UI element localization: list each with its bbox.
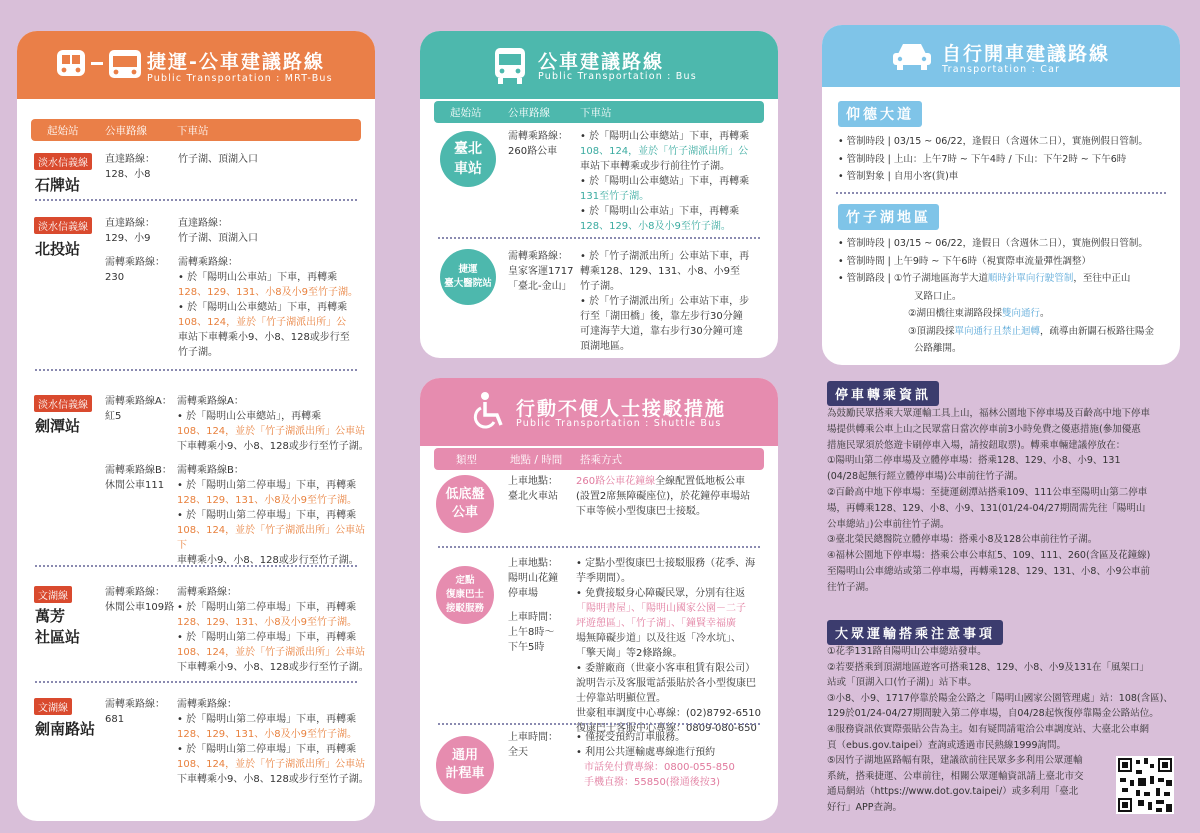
col-route: 公車路線 — [105, 124, 147, 137]
col-stop: 下車站 — [177, 124, 209, 137]
transfer-info-b: 需轉乘路線B： • 於「陽明山第二停車場」下車，再轉乘 128、129、131、小8及小9至竹子湖。 • 於「陽明山第二停車場」下車，再轉乘 108、124，並於「竹子湖派出所」公車站下 車轉乘小9、小8、128或步行至竹子湖。 — [177, 465, 366, 566]
divider — [35, 199, 357, 201]
divider — [438, 237, 760, 239]
col-route: 公車路線 — [508, 106, 550, 119]
transfer-info: 需轉乘路線： • 於「陽明山第二停車場」下車，再轉乘 128、129、131、小8及小9至竹子湖。 • 於「陽明山第二停車場」下車，再轉乘 108、124，並於「竹子湖派出所」公車站 下車轉乘小9、小8、128或步行至竹子湖。 — [177, 587, 369, 673]
notice-text: ①花季131路自陽明山公車總站發車。 ②若要搭乘到頂湖地區遊客可搭乘128、129、小8、小9及131在「風架口」 站或「頂湖入口(竹子湖)」站下車。 ③小8、小9、1717停靠於陽金公路之「陽明山國家公園管理處」站：108(含區)、 129於01/24-04/27期間駛入第二停車場，自04/28起恢復停靠陽金公路站位。 ④服務資訊依實際張貼公告為主。如有疑問請電洽公車調度站、大臺北公車網 頁（ebus.gov.taipei）查詢或透過市民熱線1999詢問。 ⑤因竹子湖地區路幅有限，建議欲前往民眾多多利用公眾運輸 系統，搭乘捷運、公車前往，相關公眾運輸資訊請上臺北市交 通局網站（https://www.dot.gov.taipei/）或多利用「臺北 好行」APP查詢。 — [827, 646, 1173, 813]
mrt-bus-icon — [55, 48, 155, 82]
shuttle-panel — [420, 378, 778, 821]
car-panel — [822, 25, 1180, 365]
route-info: 需轉乘路線： 260路公車 — [508, 131, 568, 157]
column-header — [31, 119, 361, 141]
divider — [836, 192, 1166, 194]
station-name: 北投站 — [35, 240, 81, 258]
col-type: 類型 — [456, 453, 477, 466]
type-circle: 低底盤 公車 — [436, 475, 494, 533]
station-name: 劍南路站 — [35, 720, 96, 738]
wheelchair-icon — [472, 391, 508, 431]
station-name: 石牌站 — [35, 176, 81, 194]
section-label: 仰德大道 — [838, 101, 922, 127]
col-stop: 下車站 — [580, 106, 612, 119]
loc-info: 上車地點： 臺北火車站 — [508, 476, 558, 502]
station-name: 劍潭站 — [35, 417, 81, 435]
transfer-info: • 於「陽明山公車總站」下車，再轉乘 108、124，並於「竹子湖派出所」公 車站下車轉乘或步行前往竹子湖。 • 於「陽明山公車總站」下車，再轉乘 131至竹子湖。 • 於「陽明山公車站」下車，再轉乘 128、129、小8及小9至竹子湖。 — [580, 131, 750, 232]
parking-title: 停車轉乘資訊 — [827, 381, 939, 406]
route-info: 需轉乘路線： 皇家客運1717 「臺北-金山」 — [508, 251, 574, 292]
col-start: 起始站 — [47, 124, 79, 137]
col-loc: 地點 / 時間 — [510, 453, 563, 466]
col-start: 起始站 — [450, 106, 482, 119]
route-info: 需轉乘路線A： 紅5 — [105, 396, 172, 422]
shuttle-header — [420, 378, 778, 446]
panel-title: 公車建議路線 — [538, 51, 665, 73]
divider — [35, 369, 357, 371]
line-tag: 淡水信義線 — [34, 395, 92, 412]
type-circle: 定點 復康巴士 接駁服務 — [436, 566, 494, 624]
method-info: 260路公車花鐘線全線配置低地板公車 (設置2席無障礙座位)，於花鐘停車場站 下車等候小型復康巴士接駁。 — [576, 476, 751, 517]
panel-subtitle: Transportation : Car — [942, 64, 1061, 75]
panel-subtitle: Public Transportation : Bus — [538, 71, 697, 82]
stop-info: 竹子湖、頂湖入口 — [178, 154, 258, 165]
transfer-info: • 於「竹子湖派出所」公車站下車，再 轉乘128、129、131、小8、小9至 竹子湖。 • 於「竹子湖派出所」公車站下車，步 行至「湖田橋」後，靠左步行30分鐘 可達海芋大道，靠右步行30分鐘可達 頂湖地區。 — [580, 251, 750, 352]
route-info-2: 需轉乘路線： 230 — [105, 257, 165, 283]
origin-circle: 臺北 車站 — [440, 131, 496, 187]
notice-title: 大眾運輸搭乘注意事項 — [827, 620, 1003, 645]
divider — [438, 546, 760, 548]
method-info: • 僅接受預約訂車服務。 • 利用公共運輸處專線進行預約 市話免付費專線：0800-055-850 手機直撥：55850(撥通後按3) — [576, 732, 735, 788]
section-items: • 管制時段 | 03/15 ~ 06/22，逢假日（含週休二日），實施例假日管制。 • 管制時段 | 上山：上午7時 ~ 下午4時 / 下山：下午2時 ~ 下午6時 • 管制對象 | 自用小客(貨)車 — [838, 136, 1148, 182]
mrt-bus-panel — [17, 31, 375, 821]
origin-circle: 捷運 臺大醫院站 — [440, 249, 496, 305]
panel-title: 行動不便人士接駁措施 — [516, 398, 727, 420]
car-icon — [890, 40, 934, 72]
bus-icon — [492, 46, 528, 86]
panel-title: 捷運-公車建議路線 — [147, 51, 325, 73]
transfer-info: 需轉乘路線A： • 於「陽明山公車總站」，再轉乘 108、124，並於「竹子湖派出所」公車站 下車轉乘小9、小8、128或步行至竹子湖。 — [177, 396, 369, 452]
route-info: 直達路線： 128、小8 — [105, 154, 155, 180]
qr-code[interactable] — [1116, 756, 1174, 814]
station-name: 萬芳 社區站 — [35, 607, 81, 646]
route-info: 直達路線： 129、小9 — [105, 218, 155, 244]
bus-header — [420, 31, 778, 99]
column-header — [434, 448, 764, 470]
route-info-b: 需轉乘路線B： 休閒公車111 — [105, 465, 172, 491]
panel-subtitle: Public Transportation : Shuttle Bus — [516, 418, 722, 429]
divider — [35, 565, 357, 567]
parking-text: 為鼓勵民眾搭乘大眾運輸工具上山，福林公園地下停車場及百齡高中地下停車 場提供轉乘公車上山之民眾當日當次停車前3小時免費之優惠措施(參加優惠 措施民眾須於悠遊卡刷停車入場，請按鈕取票)。轉乘車輛建議停放在： ①陽明山第二停車場及立體停車場：搭乘128、129、小8、小9、131 (04/28起無行經立體停車場)公車前往竹子湖。 ②百齡高中地下停車場：至捷運劍潭站搭乘109、111公車至陽明山第二停車 場，再轉乘128、129、小8、小9、131(01/24-04/27期間需先往「陽明山 公車總站」)公車前往竹子湖。 ③臺北榮民總醫院立體停車場：搭乘小8及128公車前往竹子湖。 ④福林公園地下停車場：搭乘公車公車紅5、109、111、260(含區及花鐘線) 至陽明山公車總站或第二停車場，再轉乘128、129、131、小8、小9公車前 往竹子湖。 — [827, 408, 1151, 593]
line-tag: 文湖線 — [34, 586, 72, 603]
line-tag: 文湖線 — [34, 698, 72, 715]
transfer-info: 需轉乘路線： • 於「陽明山第二停車場」下車，再轉乘 128、129、131、小8及小9至竹子湖。 • 於「陽明山第二停車場」下車，再轉乘 108、124，並於「竹子湖派出所」公車站 下車轉乘小9、小8、128或步行至竹子湖。 — [177, 699, 369, 785]
loc-info: 上車時間： 全天 — [508, 732, 558, 758]
route-info: 需轉乘路線： 681 — [105, 699, 165, 725]
transfer-info: 需轉乘路線： • 於「陽明山公車站」下車，再轉乘 128、129、131、小8及小9至竹子湖。 • 於「陽明山公車總站」下車，再轉乘 108、124，並於「竹子湖派出所」公 車站下車轉乘小9、小8、128或步行至 竹子湖。 — [178, 257, 358, 358]
time-info: 上車時間： 上午8時～ 下午5時 — [508, 612, 558, 653]
section-items: • 管制時段 | 03/15 ~ 06/22，逢假日（含週休二日），實施例假日管制。 • 管制時間 | 上午9時 ~ 下午6時（視實際車流量彈性調整） • 管制路段 | ①竹子湖地區海芋大道順時針單向行駛管制，至往中正山 叉路口止。 ②湖田橋往東湖路段採雙向通行。 ③頂湖段採單向通行且禁止迴轉，疏導由新闢石板路往陽金 公路離開。 — [838, 238, 1155, 354]
column-header — [434, 101, 764, 123]
type-circle: 通用 計程車 — [436, 736, 494, 794]
route-info: 需轉乘路線： 休閒公車109路 — [105, 587, 175, 613]
bus-panel — [420, 31, 778, 358]
mrt-bus-header — [17, 31, 375, 99]
divider — [438, 723, 760, 725]
panel-title: 自行開車建議路線 — [942, 43, 1111, 65]
line-tag: 淡水信義線 — [34, 153, 92, 170]
method-info: • 定點小型復康巴士接駁服務（花季、海 芋季期間）。 • 免費接駁身心障礙民眾，分別有往返 「陽明書屋」、「陽明山國家公園－二子 坪遊憩區」、「竹子湖」、「鐘賢幸福廣 場無障礙步道」以及往返「冷水坑」、 「擎天崗」等2條路線。 • 委辦廠商（世豪小客車租賃有限公司） 說明告示及客服電話張貼於各小型復康巴 士停靠站明顯位置。 世豪租車調度中心專線：(02)8792-6510 復康巴士客服中心專線：0809-080-650 — [576, 558, 762, 734]
col-method: 搭乘方式 — [580, 453, 622, 466]
stop-info: 直達路線： 竹子湖、頂湖入口 — [178, 218, 258, 244]
line-tag: 淡水信義線 — [34, 217, 92, 234]
loc-info: 上車地點： 陽明山花鐘 停車場 — [508, 558, 558, 599]
car-header — [822, 25, 1180, 87]
panel-subtitle: Public Transportation : MRT-Bus — [147, 73, 333, 84]
divider — [35, 681, 357, 683]
section-label: 竹子湖地區 — [838, 204, 939, 230]
